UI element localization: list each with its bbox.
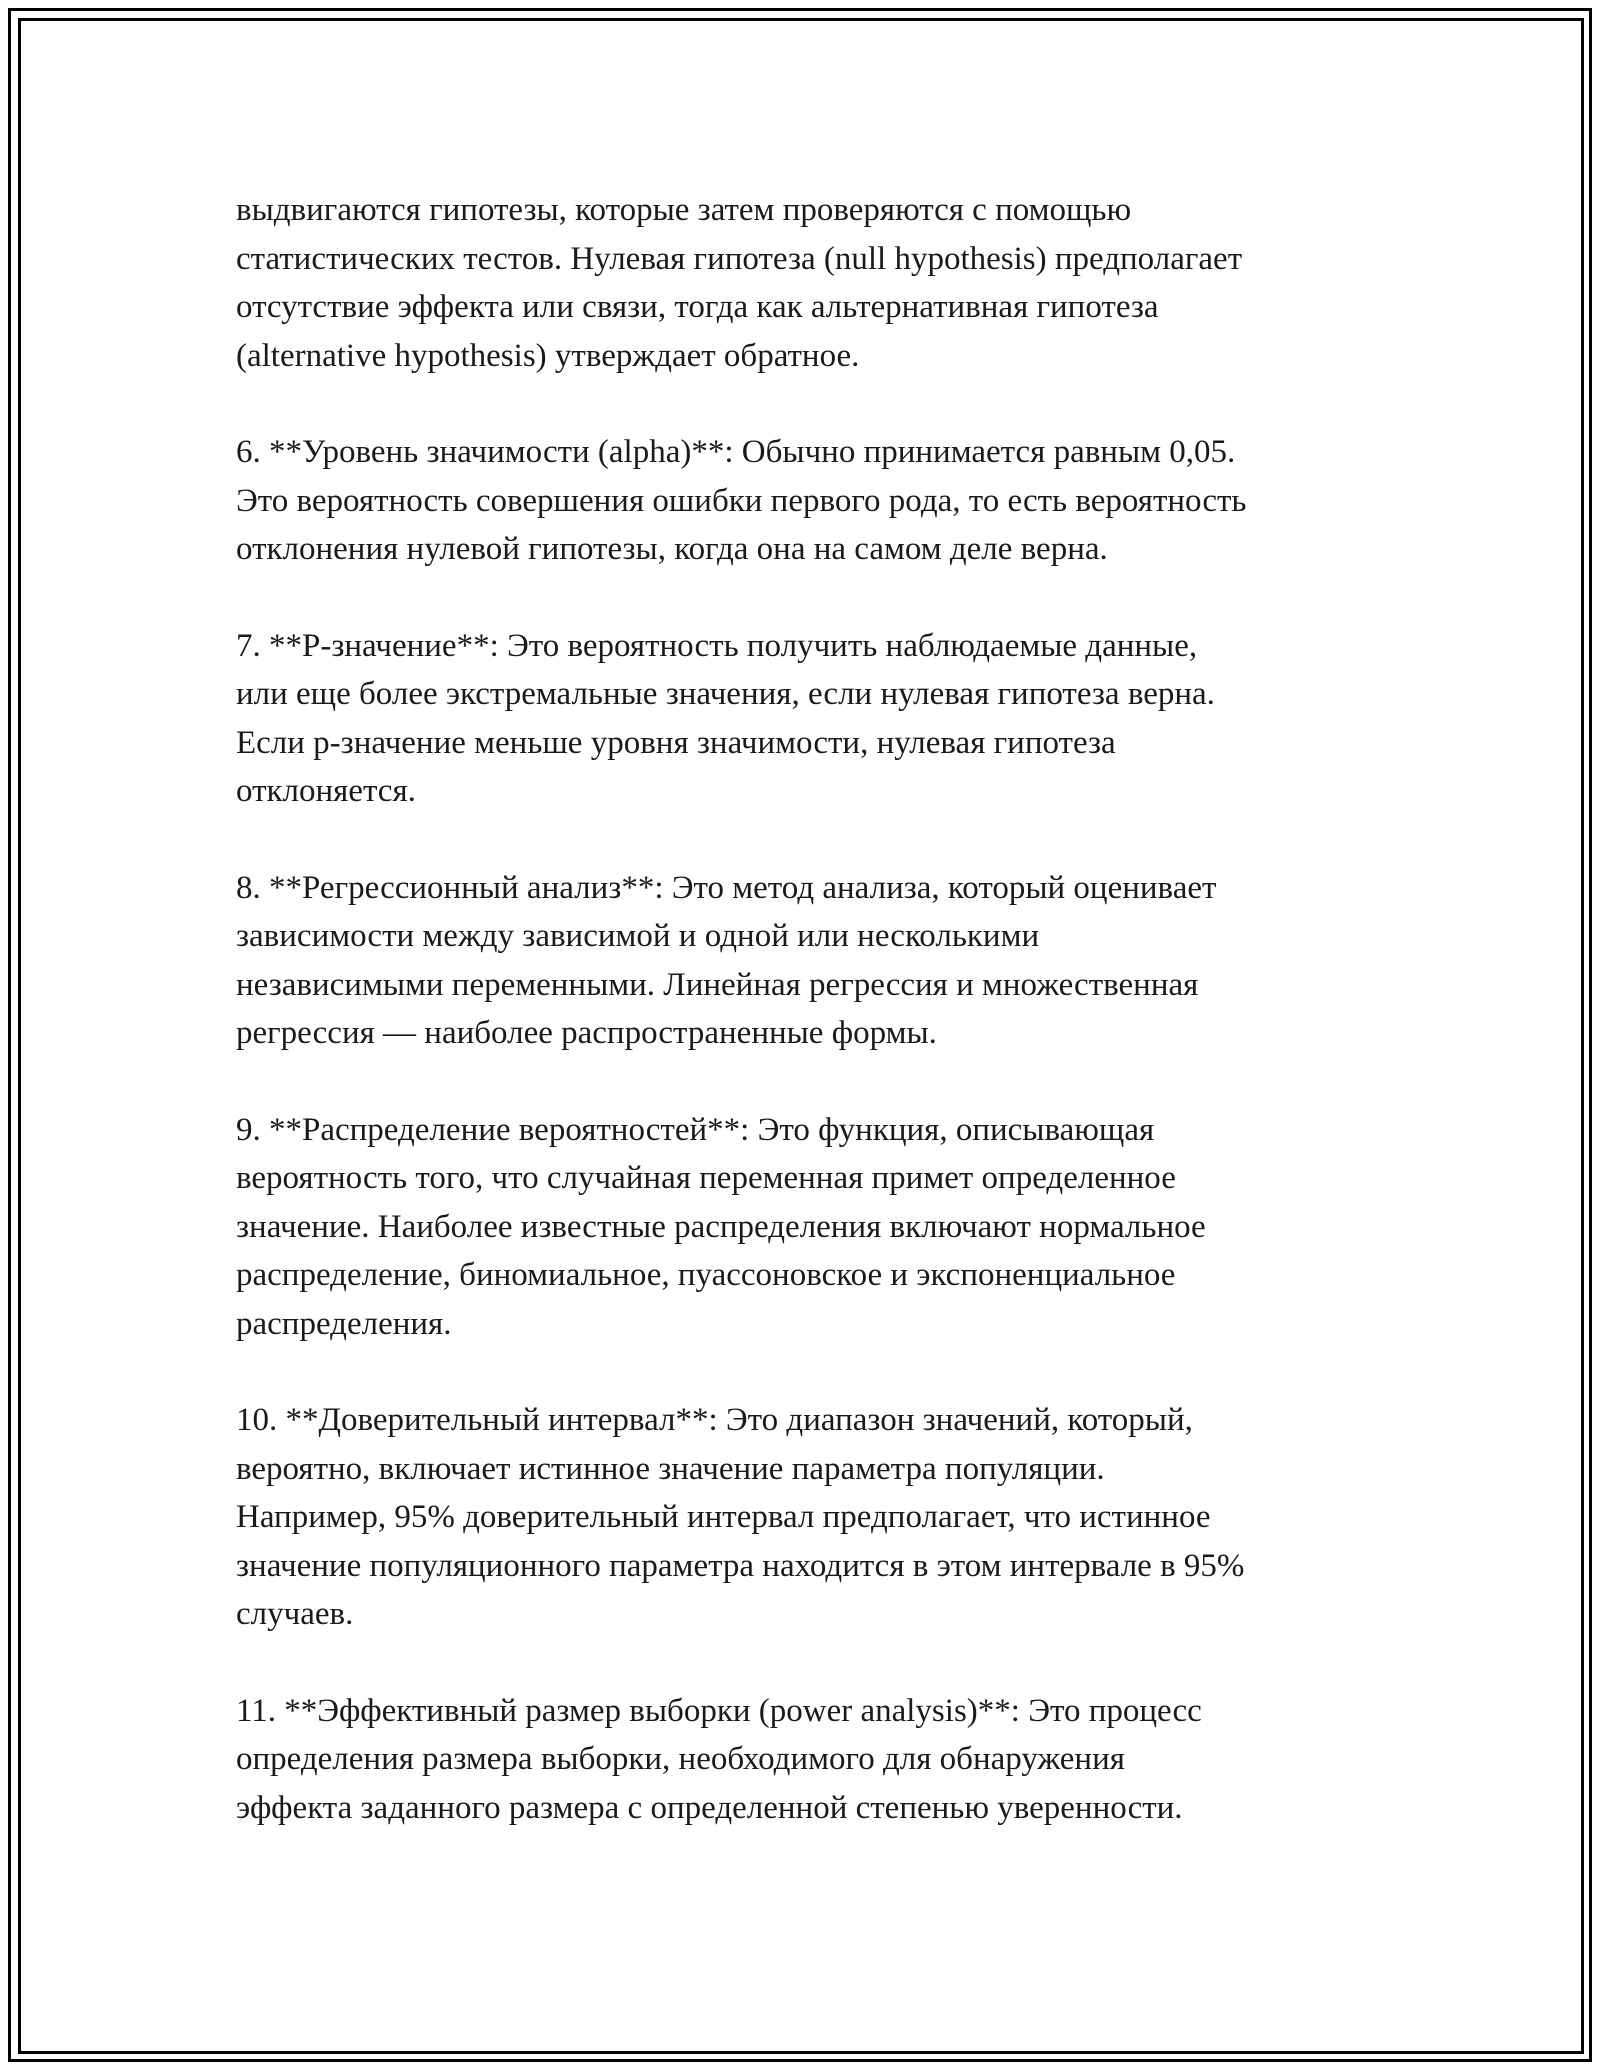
paragraph-significance-level: 6. **Уровень значимости (alpha)**: Обычно принимается равным 0,05. Это вероятность совершения ошибки первого рода, то есть вероятность отклонения нулевой гипотезы, когда она на самом деле верна. (236, 434, 1247, 567)
paragraph-probability-distribution: 9. **Распределение вероятностей**: Это функция, описывающая вероятность того, что случайная переменная примет определенное значение. Наиболее известные распределения включают нормальное распределение, биномиальное, пуассоновское и экспоненциальное распределения. (236, 1111, 1206, 1342)
paragraph-confidence-interval: 10. **Доверительный интервал**: Это диапазон значений, который, вероятно, включает истинное значение параметра популяции. Например, 95% доверительный интервал предполагает, что истинное значение популяционного параметра находится в этом интервале в 95% случаев. (236, 1402, 1245, 1632)
paragraph-p-value: 7. **P-значение**: Это вероятность получить наблюдаемые данные, или еще более экстремальные значения, если нулевая гипотеза верна. Если p-значение меньше уровня значимости, нулевая гипотеза отклоняется. (236, 627, 1215, 809)
paragraph-hypotheses-continued: выдвигаются гипотезы, которые затем проверяются с помощью статистических тестов. Нулевая гипотеза (null hypothesis) предполагает отсутствие эффекта или связи, тогда как альтернативная гипотеза (alternative hypothesis) утверждает обратное. (236, 192, 1243, 374)
document-body (236, 186, 1376, 1880)
paragraph-power-analysis: 11. **Эффективный размер выборки (power analysis)**: Это процесс определения размера выборки, необходимого для обнаружения эффекта заданного размера с определенной степенью уверенности. (236, 1692, 1202, 1826)
paragraph-regression-analysis: 8. **Регрессионный анализ**: Это метод анализа, который оценивает зависимости между зависимой и одной или несколькими независимыми переменными. Линейная регрессия и множественная регрессия — наиболее распространенные формы. (236, 869, 1217, 1051)
